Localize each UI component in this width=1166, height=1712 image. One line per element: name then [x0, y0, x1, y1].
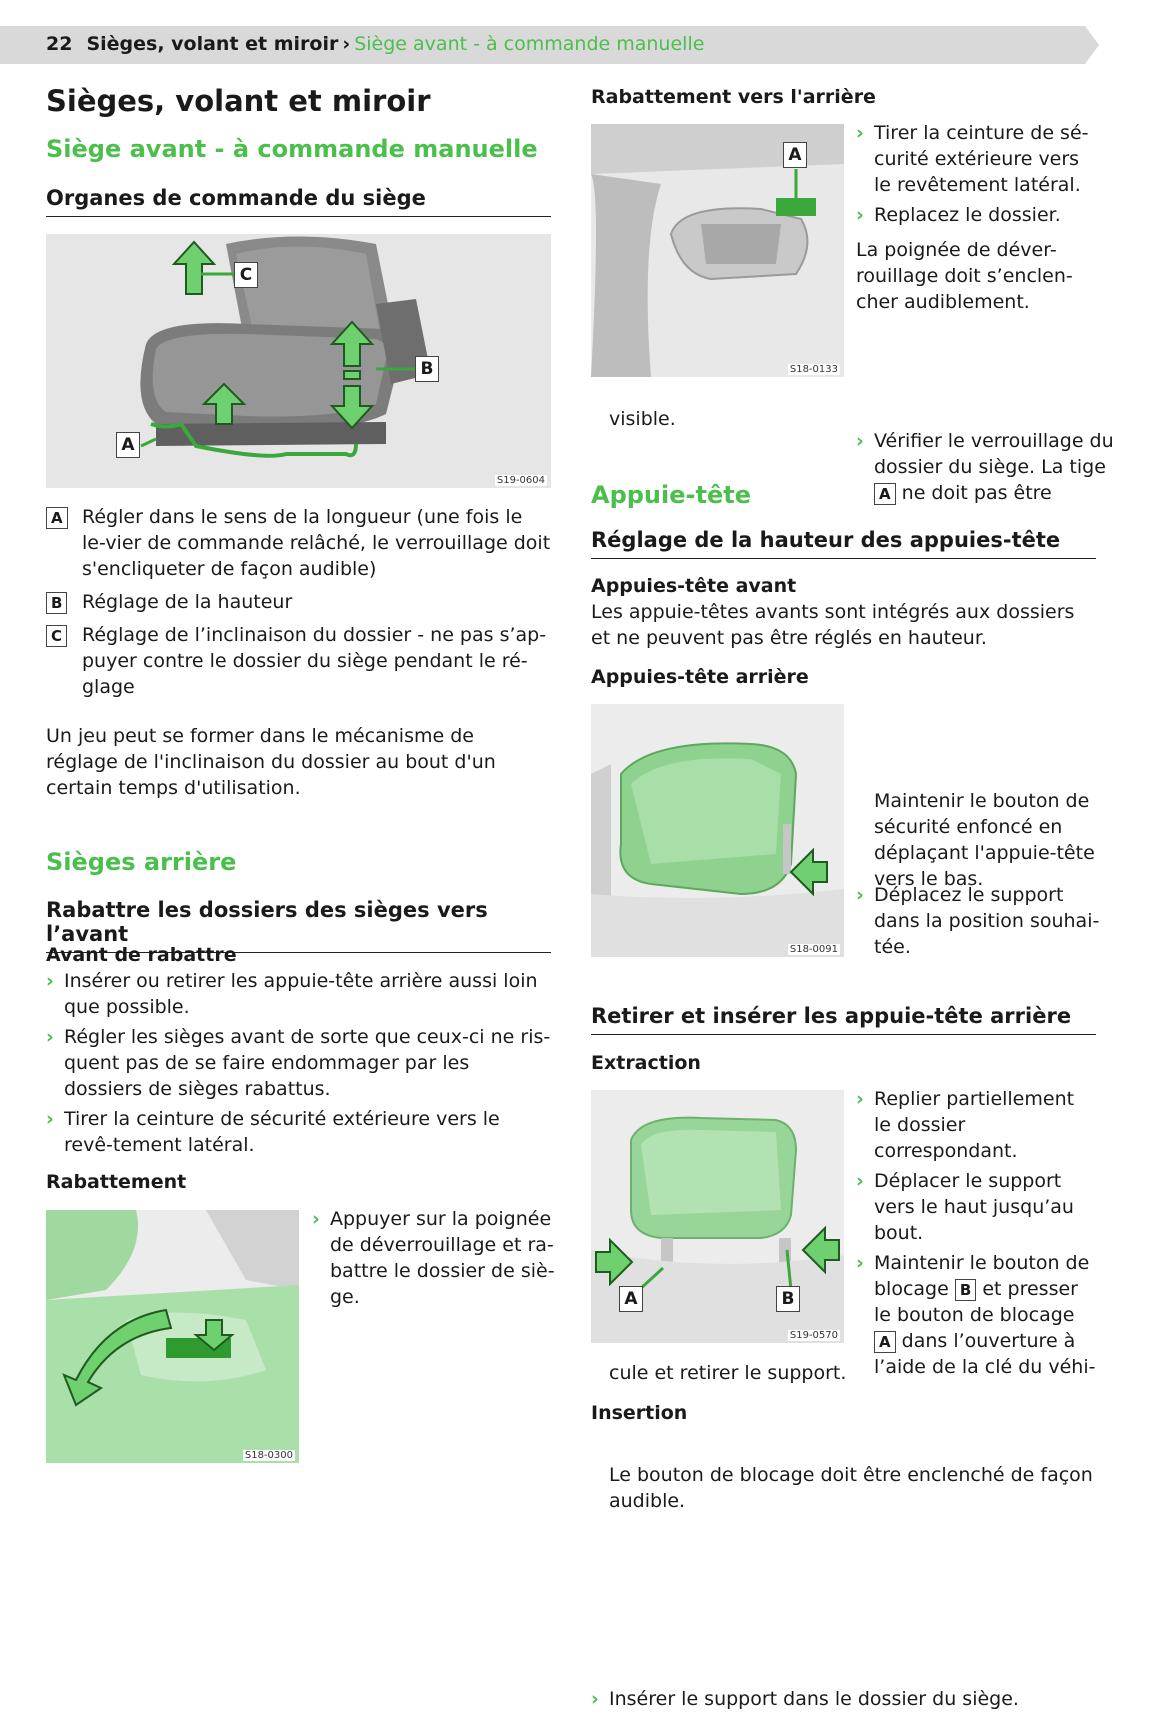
figure-id: S18-0091 — [789, 944, 838, 955]
heading-extraction: Extraction — [591, 1052, 701, 1074]
back-note: La poignée de déver-rouillage doit s’enclen-cher audiblement. — [856, 239, 1073, 313]
breadcrumb-current: Siège avant - à commande manuelle — [354, 33, 705, 55]
fig1-label-b: B — [415, 356, 439, 382]
fig5-label-a: A — [619, 1286, 643, 1312]
list-item: › Maintenir le bouton de blocage B et presser le bouton de blocage A dans l’ouverture à l’aide de la clé du véhi- — [856, 1252, 1096, 1378]
folding-illustration — [46, 1210, 299, 1463]
figure-seat-controls — [46, 234, 551, 488]
figure-id: S19-0604 — [496, 475, 545, 486]
section-heading-front-seat: Siège avant - à commande manuelle — [46, 135, 538, 163]
header-arrow — [1085, 26, 1099, 64]
figure-folding — [46, 1210, 299, 1463]
callout-text: Réglage de l’inclinaison du dossier - ne pas s’ap-puyer contre le dossier du siège pendant le ré-glage — [82, 624, 547, 698]
list-item: › Tirer la ceinture de sécurité extérieure vers le revê-tement latéral. — [46, 1108, 500, 1156]
breadcrumb-separator: › — [342, 33, 351, 55]
fig1-label-c: C — [234, 262, 258, 288]
list-item: › Replacez le dossier. — [856, 204, 1061, 226]
heading-rear-headrests: Appuies-tête arrière — [591, 666, 809, 688]
fig1-label-a: A — [116, 432, 140, 458]
inline-key-b: B — [955, 1279, 976, 1301]
list-item-folding: › Appuyer sur la poignée de déverrouillage et ra-battre le dossier de siè-ge. — [312, 1208, 555, 1308]
callout-a — [46, 504, 551, 582]
section-heading-rear-seats: Sièges arrière — [46, 848, 237, 876]
callout-text: Réglage de la hauteur — [82, 591, 293, 613]
list-item-verify: › Vérifier le verrouillage du dossier du siège. La tige A ne doit pas être — [856, 430, 1114, 504]
inline-key-a: A — [874, 1331, 896, 1353]
verify-tail: visible. — [609, 408, 676, 430]
heading-fold-back: Rabattement vers l'arrière — [591, 86, 876, 108]
callout-key: C — [46, 625, 67, 647]
fig3-label-a: A — [783, 142, 807, 168]
figure-extraction — [591, 1090, 844, 1343]
callout-text: Régler dans le sens de la longueur (une fois le le-vier de commande relâché, le verrouillage doit s'encliqueter de façon audible) — [82, 506, 551, 580]
figure-id: S19-0570 — [789, 1330, 838, 1341]
before-list — [46, 968, 551, 1158]
subheading-height: Réglage de la hauteur des appuies-tête — [591, 528, 1096, 559]
breadcrumb-section: Sièges, volant et miroir — [86, 33, 339, 55]
subheading-fold-forward: Rabattre les dossiers des sièges vers l’avant — [46, 898, 551, 953]
list-item-insertion: › Insérer le support dans le dossier du siège. — [591, 1688, 1019, 1710]
note-text: Un jeu peut se former dans le mécanisme de réglage de l'inclinaison du dossier au bout d'un certain temps d'utilisation. — [46, 725, 496, 799]
breadcrumb — [46, 33, 704, 55]
callout-c — [46, 622, 551, 700]
heading-before-folding: Avant de rabattre — [46, 944, 237, 966]
back-list — [856, 120, 1096, 228]
callout-list — [46, 504, 551, 700]
headrest-illustration — [591, 704, 844, 957]
list-item-rear-headrest: › Déplacez le support dans la position souhai-tée. — [856, 884, 1100, 958]
insertion-note: Le bouton de blocage doit être enclenché de façon audible. — [609, 1464, 1093, 1512]
heading-insertion: Insertion — [591, 1402, 688, 1424]
list-item: › Tirer la ceinture de sé-curité extérieure vers le revêtement latéral. — [856, 122, 1089, 196]
rear-headrest-note: Maintenir le bouton de sécurité enfoncé en déplaçant l'appuie-tête vers le bas. — [874, 790, 1095, 890]
list-item: › Replier partiellement le dossier correspondant. — [856, 1088, 1075, 1162]
figure-rear-headrest — [591, 704, 844, 957]
callout-key: B — [46, 592, 67, 614]
section-heading-headrest: Appuie-tête — [591, 481, 751, 509]
list-item: › Déplacer le support vers le haut jusqu’au bout. — [856, 1170, 1074, 1244]
figure-id: S18-0133 — [789, 364, 838, 375]
inline-key-a: A — [874, 483, 896, 505]
fig5-label-b: B — [776, 1286, 800, 1312]
page-title: Sièges, volant et miroir — [46, 84, 431, 118]
page-number: 22 — [46, 33, 73, 55]
subheading-controls: Organes de commande du siège — [46, 186, 551, 217]
subheading-remove-insert: Retirer et insérer les appuie-tête arrière — [591, 1004, 1096, 1035]
figure-fold-back — [591, 124, 844, 377]
figure-id: S18-0300 — [244, 1450, 293, 1461]
callout-b — [46, 589, 551, 615]
extraction-list — [856, 1086, 1096, 1380]
heading-front-headrests: Appuies-tête avant — [591, 575, 797, 597]
extraction-tail: cule et retirer le support. — [609, 1362, 847, 1384]
list-item: › Insérer ou retirer les appuie-tête arrière aussi loin que possible. — [46, 970, 538, 1018]
callout-key: A — [46, 507, 68, 529]
list-item: › Régler les sièges avant de sorte que ceux-ci ne ris-quent pas de se faire endommager par les dossiers de sièges rabattus. — [46, 1026, 551, 1100]
front-headrest-text: Les appuie-têtes avants sont intégrés aux dossiers et ne peuvent pas être réglés en hauteur. — [591, 601, 1075, 649]
heading-folding: Rabattement — [46, 1171, 187, 1193]
